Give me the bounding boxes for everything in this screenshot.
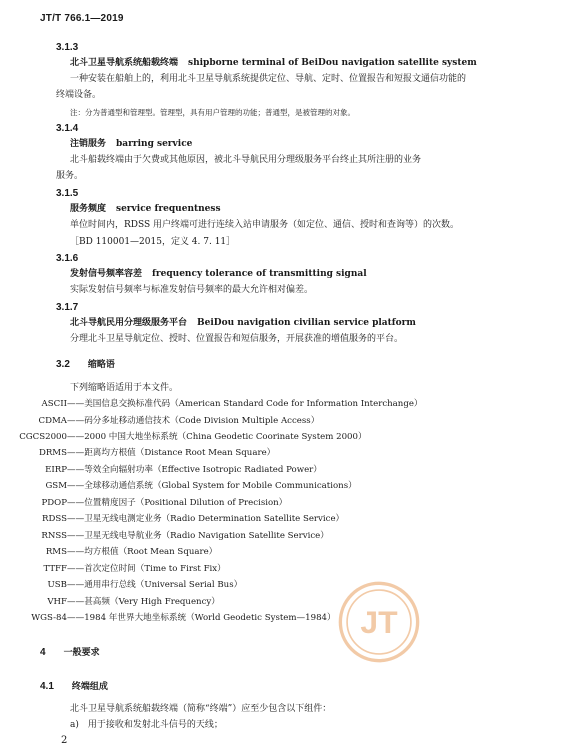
clause-number: 3.1.5 — [56, 188, 79, 199]
abbreviation-key: WGS-84 — [31, 613, 67, 623]
document-header-code: JT/T 766.1—2019 — [40, 13, 124, 24]
abbreviation-key: TTFF — [43, 564, 67, 574]
term-heading — [70, 138, 192, 151]
abbreviation-desc: ——卫星无线电导航业务（Radio Navigation Satellite Service） — [67, 531, 329, 541]
section-heading-abbreviations — [56, 358, 115, 372]
abbreviation-desc: ——全球移动通信系统（Global System for Mobile Communications） — [67, 481, 357, 491]
abbreviation-desc: ——卫星无线电测定业务（Radio Determination Satellite Service） — [67, 514, 345, 524]
abbreviation-desc: ——1984 年世界大地坐标系统（World Geodetic System—1984） — [67, 613, 336, 623]
abbreviation-key: CDMA — [38, 416, 67, 426]
definition-line: 单位时间内，RDSS 用户终端可进行连续入站申请服务（如定位、通信、授时和查询等）的次数。 — [70, 220, 460, 230]
definition-line: 实际发射信号频率与标准发射信号频率的最大允许相对偏差。 — [70, 285, 314, 295]
term-en: frequency tolerance of transmitting signal — [152, 269, 367, 279]
reference-line: ［BD 110001—2015，定义 4. 7. 11］ — [70, 237, 236, 247]
term-zh: 注销服务 — [70, 139, 107, 149]
abbreviation-key: PDOP — [41, 498, 67, 508]
stamp-text: JT — [360, 603, 398, 640]
term-zh: 服务频度 — [70, 204, 107, 214]
term-zh: 发射信号频率容差 — [70, 269, 143, 279]
term-heading — [70, 317, 416, 330]
term-zh: 北斗导航民用分理级服务平台 — [70, 318, 188, 328]
paragraph: 北斗卫星导航系统船载终端（简称“终端”）应至少包含以下组件： — [70, 704, 332, 714]
abbreviation-desc: ——首次定位时间（Time to First Fix） — [67, 564, 226, 574]
clause-number: 3.1.7 — [56, 302, 79, 313]
abbreviation-desc: ——距离均方根值（Distance Root Mean Square） — [67, 448, 276, 458]
term-en: barring service — [116, 139, 193, 149]
abbreviation-key: GSM — [45, 481, 67, 491]
clause-number: 3.1.6 — [56, 253, 79, 264]
abbreviation-desc: ——甚高频（Very High Frequency） — [67, 597, 220, 607]
term-heading — [70, 57, 477, 70]
section-number: 3.2 — [56, 359, 70, 370]
clause-number: 3.1.3 — [56, 42, 79, 53]
abbreviation-key: RNSS — [41, 531, 67, 541]
section-number: 4 — [40, 647, 46, 658]
abbreviation-desc: ——美国信息交换标准代码（American Standard Code for Information Interchange） — [67, 399, 423, 409]
abbreviations-intro: 下列缩略语适用于本文件。 — [70, 383, 179, 393]
abbreviation-desc: ——等效全向辐射功率（Effective Isotropic Radiated Power） — [67, 465, 322, 475]
page-number: 2 — [61, 735, 68, 746]
abbreviation-desc: ——通用串行总线（Universal Serial Bus） — [67, 580, 243, 590]
abbreviation-desc: ——2000 中国大地坐标系统（China Geodetic Coorinate System 2000） — [67, 432, 367, 442]
list-item-a: a) 用于接收和发射北斗信号的天线； — [70, 720, 223, 730]
abbreviation-desc: ——位置精度因子（Positional Dilution of Precision） — [67, 498, 288, 508]
subsection-number: 4.1 — [40, 681, 54, 692]
abbreviation-desc: ——码分多址移动通信技术（Code Division Multiple Access） — [67, 416, 320, 426]
term-note: 注：分为普通型和管理型。管理型，具有用户管理的功能；普通型，是被管理的对象。 — [70, 108, 355, 117]
clause-number: 3.1.4 — [56, 123, 79, 134]
abbreviation-key: VHF — [47, 597, 67, 607]
subsection-heading — [40, 680, 108, 694]
section-heading-general — [40, 646, 100, 660]
abbreviation-key: RMS — [45, 547, 67, 557]
term-heading — [70, 268, 367, 281]
section-title: 缩略语 — [87, 360, 115, 370]
abbreviation-key: DRMS — [38, 448, 67, 458]
definition-line: 服务。 — [56, 171, 84, 181]
definition-line: 一种安装在船舶上的，利用北斗卫星导航系统提供定位、导航、定时、位置报告和短报文通信功能的 — [70, 74, 467, 84]
term-heading — [70, 203, 221, 216]
definition-line: 终端设备。 — [56, 90, 102, 100]
definition-line: 分理北斗卫星导航定位、授时、位置报告和短信服务，开展获准的增值服务的平台。 — [70, 334, 404, 344]
jt-stamp-logo — [337, 580, 421, 664]
abbreviation-key: USB — [47, 580, 67, 590]
abbreviation-key: EIRP — [45, 465, 67, 475]
abbreviation-key: ASCII — [41, 399, 67, 409]
abbreviation-key: CGCS2000 — [19, 432, 67, 442]
section-title: 一般要求 — [63, 648, 100, 658]
definition-line: 北斗船载终端由于欠费或其他原因，被北斗导航民用分理级服务平台终止其所注册的业务 — [70, 155, 422, 165]
term-en: shipborne terminal of BeiDou navigation satellite system — [188, 58, 477, 68]
abbreviation-key: RDSS — [42, 514, 67, 524]
term-en: BeiDou navigation civilian service platform — [197, 318, 416, 328]
abbreviation-desc: ——均方根值（Root Mean Square） — [67, 547, 218, 557]
subsection-title: 终端组成 — [71, 682, 108, 692]
term-zh: 北斗卫星导航系统船载终端 — [70, 58, 179, 68]
term-en: service frequentness — [116, 204, 221, 214]
